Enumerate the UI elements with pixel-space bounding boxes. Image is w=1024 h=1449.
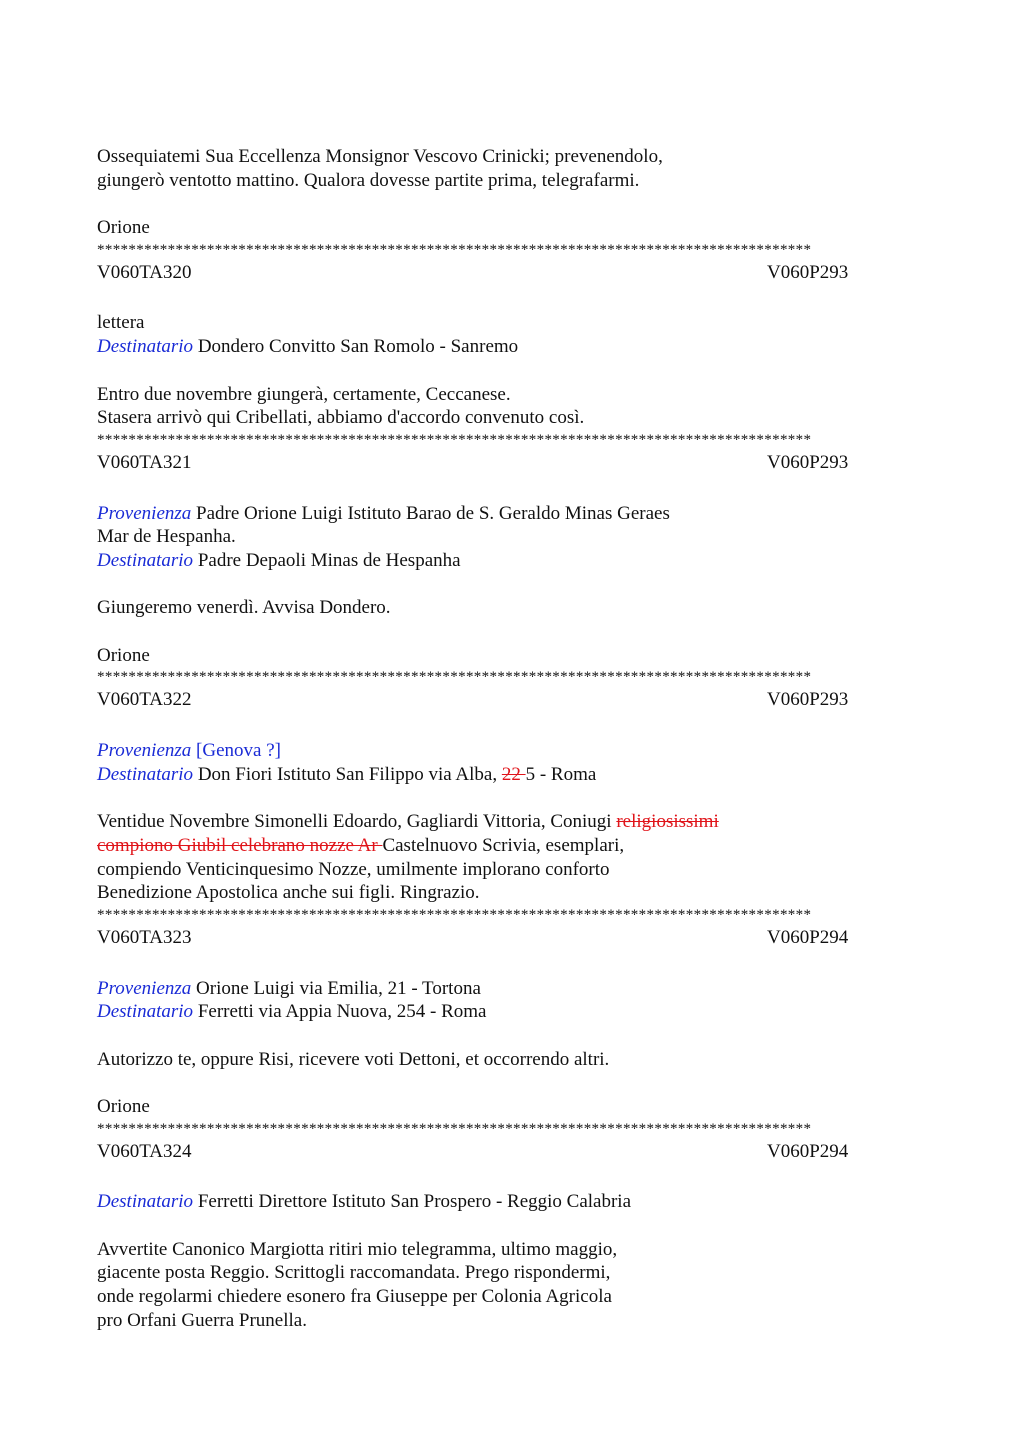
separator: ******************************************************************************************* [97, 431, 812, 448]
recipient-text: Dondero Convitto San Romolo - Sanremo [197, 336, 519, 358]
deleted-text: 22 [501, 763, 526, 785]
body-line: Entro due novembre giungerà, certamente, Ceccanese. [97, 383, 511, 405]
text-line: giungerò ventotto mattino. Qualora dovesse partite prima, telegrafarmi. [97, 169, 640, 191]
origin-label: Provenienza [97, 740, 192, 762]
origin-text: Orione Luigi via Emilia, 21 - Tortona [196, 977, 481, 999]
recipient-label: Destinatario [97, 1001, 194, 1023]
deleted-text: religiosissimi [616, 811, 719, 833]
page-ref: V060P294 [767, 926, 849, 948]
recipient-text: Ferretti via Appia Nuova, 254 - Roma [197, 1001, 487, 1023]
origin-label: Provenienza [97, 502, 192, 524]
deleted-text: compiono Giubil celebrano nozze Ar [97, 834, 383, 856]
origin-text: Padre Orione Luigi Istituto Barao de S. Geraldo Minas Geraes [196, 502, 670, 524]
body-text: Ventidue Novembre Simonelli Edoardo, Gagliardi Vittoria, Coniugi [97, 811, 612, 833]
page-ref: V060P293 [767, 689, 849, 711]
recipient-text: Don Fiori Istituto San Filippo via Alba, [197, 763, 498, 785]
origin-label: Provenienza [97, 977, 192, 999]
page-ref: V060P293 [767, 261, 849, 283]
separator: ******************************************************************************************* [97, 906, 812, 923]
recipient-label: Destinatario [97, 336, 194, 358]
body-line: Giungeremo venerdì. Avvisa Dondero. [97, 597, 391, 619]
body-line: giacente posta Reggio. Scrittogli raccomandata. Prego rispondermi, [97, 1262, 611, 1284]
separator: ******************************************************************************************* [97, 669, 812, 686]
record-header [97, 685, 927, 715]
body-line [97, 834, 927, 858]
recipient-label: Destinatario [97, 763, 194, 785]
record-id: V060TA322 [97, 689, 192, 711]
record-id: V060TA321 [97, 451, 192, 473]
origin-line-cont: Mar de Hespanha. [97, 526, 236, 548]
recipient-line [97, 1190, 927, 1214]
record-header [97, 258, 927, 288]
origin-line [97, 502, 927, 526]
page-ref: V060P294 [767, 1140, 849, 1162]
record-id: V060TA323 [97, 926, 192, 948]
recipient-text: Padre Depaoli Minas de Hespanha [197, 549, 461, 571]
recipient-text-end: 5 - Roma [525, 763, 597, 785]
body-line [97, 810, 927, 834]
body-line: Avvertite Canonico Margiotta ritiri mio telegramma, ultimo maggio, [97, 1238, 618, 1260]
record-id: V060TA324 [97, 1140, 192, 1162]
body-text: Castelnuovo Scrivia, esemplari, [382, 834, 625, 856]
record-type: lettera [97, 312, 145, 334]
record-id: V060TA320 [97, 261, 192, 283]
record-header [97, 448, 927, 478]
origin-line [97, 977, 927, 1001]
record-header [97, 923, 927, 953]
body-line: Stasera arrivò qui Cribellati, abbiamo d'accordo convenuto così. [97, 407, 585, 429]
recipient-label: Destinatario [97, 549, 194, 571]
body-line: pro Orfani Guerra Prunella. [97, 1309, 307, 1331]
document-page [97, 145, 927, 1333]
separator: ******************************************************************************************* [97, 1120, 812, 1137]
recipient-line [97, 1000, 927, 1024]
body-line: Benedizione Apostolica anche sui figli. Ringrazio. [97, 882, 480, 904]
recipient-label: Destinatario [97, 1191, 194, 1213]
text-line: Ossequiatemi Sua Eccellenza Monsignor Vescovo Crinicki; prevenendolo, [97, 146, 663, 167]
recipient-line [97, 335, 927, 359]
body-line: onde regolarmi chiedere esonero fra Giuseppe per Colonia Agricola [97, 1286, 612, 1308]
signature: Orione [97, 644, 150, 666]
origin-text: [Genova ?] [196, 740, 281, 762]
page-ref: V060P293 [767, 451, 849, 473]
recipient-text: Ferretti Direttore Istituto San Prospero - Reggio Calabria [197, 1191, 632, 1213]
signature: Orione [97, 217, 150, 239]
signature: Orione [97, 1096, 150, 1117]
recipient-line [97, 763, 927, 787]
separator: ******************************************************************************************* [97, 241, 812, 258]
body-line: Autorizzo te, oppure Risi, ricevere voti Dettoni, et occorrendo altri. [97, 1048, 610, 1070]
body-line: compiendo Venticinquesimo Nozze, umilmente implorano conforto [97, 858, 610, 880]
origin-line [97, 739, 927, 763]
recipient-line [97, 549, 927, 573]
record-header [97, 1137, 927, 1167]
